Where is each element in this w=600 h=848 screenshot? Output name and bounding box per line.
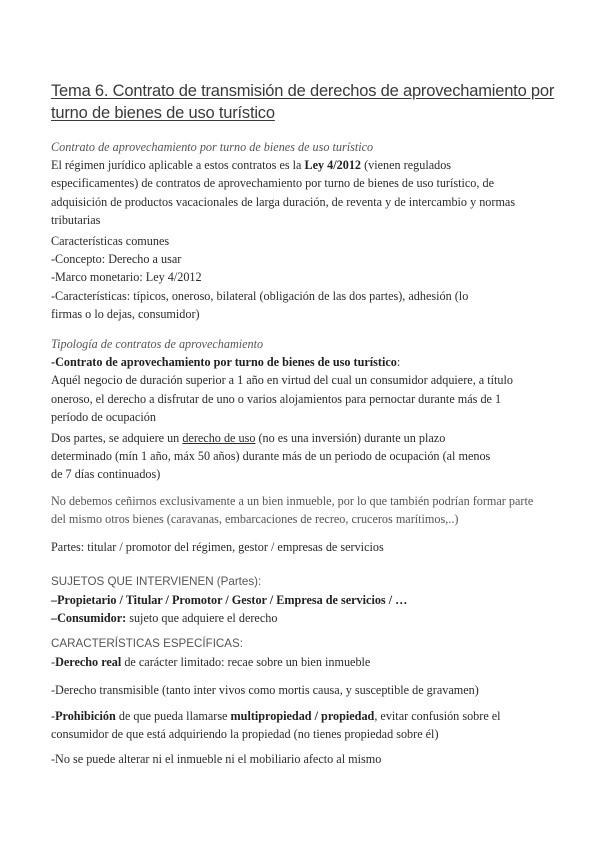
parties-paragraph [51, 429, 571, 484]
transmissible-line [51, 681, 571, 699]
text-span: El régimen jurídico aplicable a estos contratos es la [51, 158, 305, 173]
paragraph-line: oneroso, el derecho a disfrutar de uno o varios alojamientos para pernoctar durante más de 1 [51, 391, 502, 406]
paragraph-line: especificamentes) de contratos de aprovechamiento por turno de bienes de uso turístico, de [51, 176, 494, 191]
paragraph-line: período de ocupación [51, 409, 156, 424]
intro-section [51, 138, 571, 229]
section-subtitle: Tipología de contratos de aprovechamiento [51, 337, 264, 351]
other-goods-paragraph [51, 492, 571, 528]
list-item: -Derecho transmisible (tanto inter vivos como mortis causa, y susceptible de gravamen) [51, 683, 479, 697]
list-item [51, 653, 571, 671]
contract-type-name: Contrato de aprovechamiento por turno de bienes de uso turístico [55, 355, 397, 370]
list-item: -Características: típicos, oneroso, bilateral (obligación de las dos partes), adhesión (lo [51, 288, 469, 303]
section-heading: CARACTERÍSTICAS ESPECÍFICAS: [51, 637, 243, 650]
list-item [51, 609, 571, 627]
list-item: –Propietario / Titular / Promotor / Gestor / Empresa de servicios / … [51, 593, 408, 608]
paragraph-line [51, 429, 571, 447]
text-span: –Consumidor: [51, 611, 127, 626]
text-span: de que pueda llamarse [115, 709, 231, 723]
common-characteristics [51, 232, 571, 323]
no-alteration-line [51, 750, 571, 768]
text-span: Dos partes, se adquiere un [51, 431, 183, 445]
law-reference: Ley 4/2012 [304, 158, 362, 173]
underlined-term: derecho de uso [182, 431, 256, 445]
contract-typology [51, 335, 571, 426]
list-item [51, 707, 571, 725]
paragraph-line [51, 156, 571, 174]
text-span: - [51, 709, 56, 723]
text-span: (no es una inversión) durante un plazo [255, 431, 446, 445]
text-span: Prohibición [55, 709, 116, 723]
section-heading: SUJETOS QUE INTERVIENEN (Partes): [51, 575, 262, 588]
text-span: (vienen regulados [361, 158, 452, 173]
text-span: - [51, 355, 56, 370]
list-item: -No se puede alterar ni el inmueble ni el mobiliario afecto al mismo [51, 752, 382, 766]
subjects-section [51, 573, 571, 628]
list-item: -Concepto: Derecho a usar [51, 252, 182, 267]
text-span: de carácter limitado: recae sobre un bien inmueble [121, 655, 371, 670]
paragraph-line: Aquél negocio de duración superior a 1 año en virtud del cual un consumidor adquiere, a título [51, 373, 513, 388]
parties-line [51, 538, 571, 556]
text-span: , evitar confusión sobre el [374, 709, 501, 723]
paragraph-line: tributarias [51, 212, 101, 227]
text-span: Derecho real [55, 655, 122, 670]
paragraph-line: adquisición de productos vacacionales de larga duración, de reventa y de intercambio y normas [51, 194, 516, 209]
paragraph-line: No debemos ceñirnos exclusivamente a un bien inmueble, por lo que también podrían formar parte [51, 494, 534, 508]
text-span: - [51, 655, 56, 670]
list-item: -Marco monetario: Ley 4/2012 [51, 270, 202, 285]
text-span: multipropiedad / propiedad [230, 709, 375, 723]
section-heading: Características comunes [51, 234, 170, 248]
paragraph-line [51, 353, 571, 371]
paragraph-line: de 7 días continuados) [51, 467, 161, 482]
paragraph-line: Partes: titular / promotor del régimen, gestor / empresas de servicios [51, 540, 384, 554]
paragraph-line: del mismo otros bienes (caravanas, embarcaciones de recreo, cruceros marítimos,..) [51, 512, 459, 527]
specific-characteristics [51, 635, 571, 671]
text-span: sujeto que adquiere el derecho [126, 611, 278, 626]
paragraph-line: consumidor de que está adquiriendo la propiedad (no tienes propiedad sobre él) [51, 727, 439, 742]
prohibition-paragraph [51, 707, 571, 743]
list-item: firmas o lo dejas, consumidor) [51, 306, 200, 321]
page-title: Tema 6. Contrato de transmisión de derechos de aprovechamiento por turno de bienes de uso turístico [51, 82, 555, 122]
paragraph-line: determinado (mín 1 año, máx 50 años) durante más de un periodo de ocupación (al menos [51, 449, 491, 464]
section-subtitle: Contrato de aprovechamiento por turno de bienes de uso turístico [51, 140, 374, 154]
text-span: : [396, 355, 401, 370]
